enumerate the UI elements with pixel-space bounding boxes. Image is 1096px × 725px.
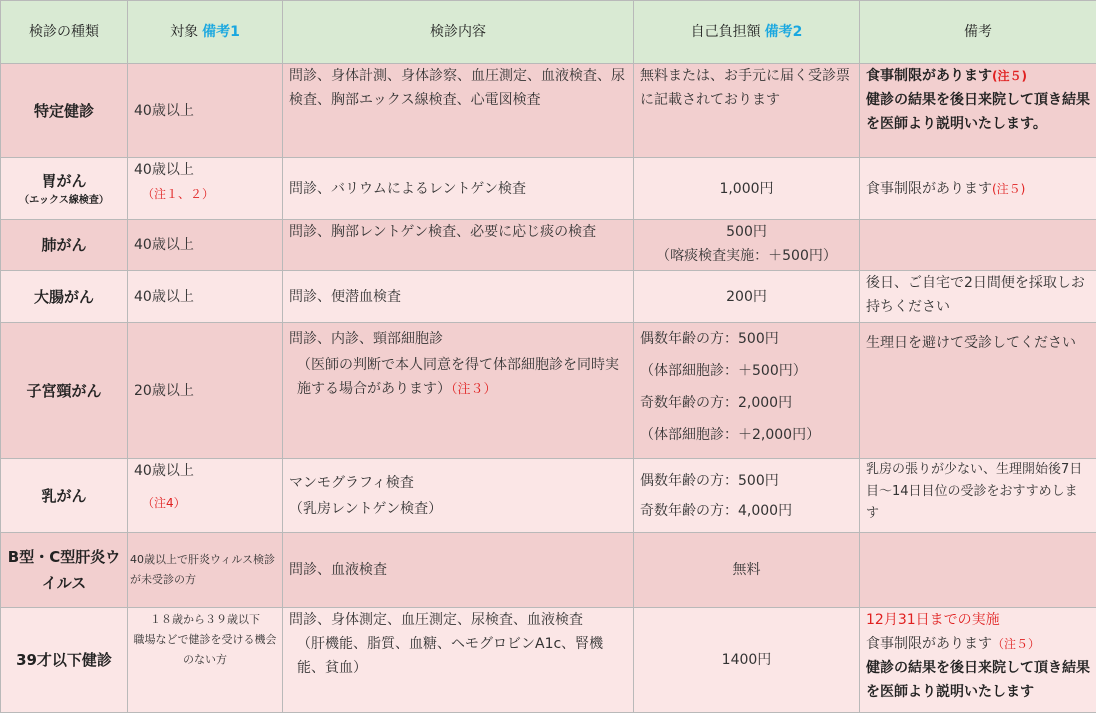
row-remarks: 後日、ご自宅で2日間便を採取しお持ちください <box>860 271 1096 323</box>
row-target: 40歳以上 <box>128 271 283 323</box>
header-row <box>1 1 1096 64</box>
table-row-cervical <box>1 323 1096 459</box>
row-remarks <box>860 533 1096 608</box>
table-row-lung <box>1 220 1096 271</box>
cost-note-link[interactable]: 備考2 <box>764 24 803 40</box>
row-remarks: 乳房の張りが少ない、生理開始後7日目〜14日目位の受診をおすすめします <box>860 459 1096 533</box>
row-name: 乳がん <box>1 459 128 533</box>
row-target: １８歳から３９歳以下 職場などで健診を受ける機会のない方 <box>128 608 283 713</box>
row-target: 40歳以上 （注１、２） <box>128 158 283 220</box>
row-content: 問診、バリウムによるレントゲン検査 <box>283 158 634 220</box>
header-type: 検診の種類 <box>1 1 128 64</box>
row-content: 問診、身体計測、身体診察、血圧測定、血液検査、尿検査、胸部エックス線検査、心電図検査 <box>283 64 634 158</box>
row-content: 問診、血液検査 <box>283 533 634 608</box>
row-cost: 無料または、お手元に届く受診票に記載されております <box>634 64 860 158</box>
row-name: 特定健診 <box>1 64 128 158</box>
row-name: B型・C型肝炎ウイルス <box>1 533 128 608</box>
table-row-hepatitis <box>1 533 1096 608</box>
table-row-stomach <box>1 158 1096 220</box>
row-remarks: 食事制限があります(注５) <box>860 158 1096 220</box>
row-content: 問診、便潜血検査 <box>283 271 634 323</box>
row-name: 肺がん <box>1 220 128 271</box>
header-content: 検診内容 <box>283 1 634 64</box>
row-name: 大腸がん <box>1 271 128 323</box>
table-row-colon <box>1 271 1096 323</box>
row-cost: 偶数年齢の方：500円 （体部細胞診：＋500円） 奇数年齢の方：2,000円 （体部細胞診：＋2,000円） <box>634 323 860 459</box>
row-target: 40歳以上 <box>128 220 283 271</box>
row-remarks: 食事制限があります(注５) 健診の結果を後日来院して頂き結果を医師より説明いたします。 <box>860 64 1096 158</box>
row-cost: 1400円 <box>634 608 860 713</box>
row-target: 40歳以上 <box>128 64 283 158</box>
header-target: 対象 備考1 <box>128 1 283 64</box>
row-target: 20歳以上 <box>128 323 283 459</box>
row-target: 40歳以上 （注4） <box>128 459 283 533</box>
row-cost: 200円 <box>634 271 860 323</box>
row-cost: 無料 <box>634 533 860 608</box>
table-row-breast <box>1 459 1096 533</box>
row-content: 問診、身体測定、血圧測定、尿検査、血液検査 （肝機能、脂質、血糖、ヘモグロビンA1c、腎機能、貧血） <box>283 608 634 713</box>
table-row-under39 <box>1 608 1096 713</box>
row-content: マンモグラフィ検査 （乳房レントゲン検査） <box>283 459 634 533</box>
row-name: 胃がん （エックス線検査） <box>1 158 128 220</box>
row-remarks <box>860 220 1096 271</box>
table-row-tokutei <box>1 64 1096 158</box>
row-cost: 偶数年齢の方：500円 奇数年齢の方：4,000円 <box>634 459 860 533</box>
target-note-link[interactable]: 備考1 <box>202 24 240 40</box>
row-cost: 1,000円 <box>634 158 860 220</box>
row-content: 問診、胸部レントゲン検査、必要に応じ痰の検査 <box>283 220 634 271</box>
row-name: 子宮頸がん <box>1 323 128 459</box>
row-remarks: 12月31日までの実施 食事制限があります（注５） 健診の結果を後日来院して頂き結果を医師より説明いたします <box>860 608 1096 713</box>
row-content: 問診、内診、頸部細胞診 （医師の判断で本人同意を得て体部細胞診を同時実施する場合があります）（注３） <box>283 323 634 459</box>
row-name: 39才以下健診 <box>1 608 128 713</box>
row-cost: 500円 （喀痰検査実施：＋500円） <box>634 220 860 271</box>
header-cost: 自己負担額 備考2 <box>634 1 860 64</box>
row-remarks: 生理日を避けて受診してください <box>860 323 1096 459</box>
header-remarks: 備考 <box>860 1 1096 64</box>
row-target: 40歳以上で肝炎ウィルス検診が未受診の方 <box>128 533 283 608</box>
